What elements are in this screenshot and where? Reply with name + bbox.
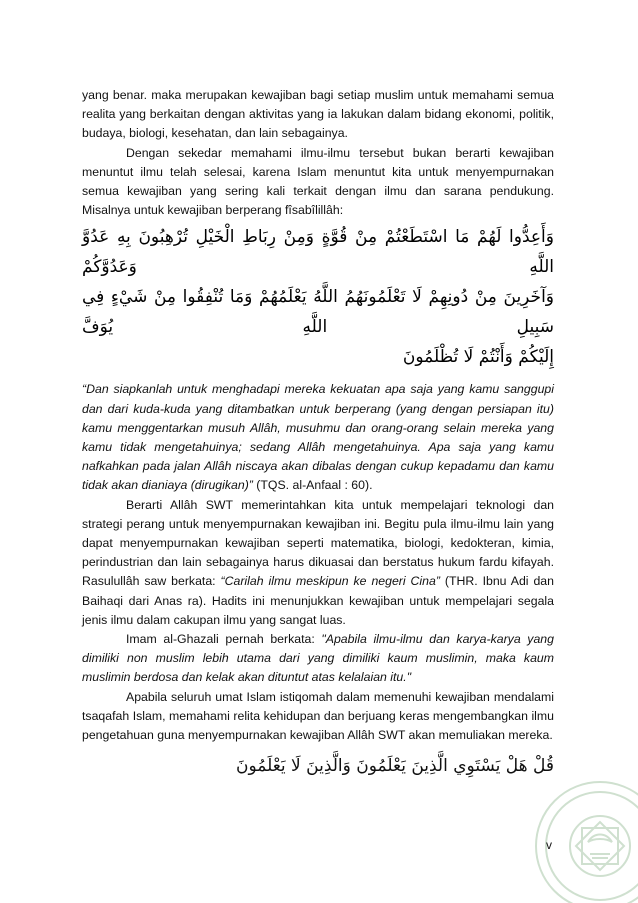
arabic-verse-anfal-60 <box>82 222 554 372</box>
paragraph-2: Dengan sekedar memahami ilmu-ilmu tersebut bukan berarti kewajiban menuntut ilmu telah selesai, karena Islam menuntut kita untuk menyempurnakan semua kewajiban yang sering kali terkait dengan ilmu dan sarana pendukung. Misalnya untuk kewajiban berperang fîsabîlillâh: <box>82 145 554 218</box>
translation-reference: (TQS. al-Anfaal : 60). <box>252 478 373 493</box>
paragraph-3-text: Berarti Allâh SWT memerintahkan kita untuk mempelajari teknologi dan strategi perang untuk menyempurnakan kewajiban ini. Begitu pula ilmu-ilmu lain yang dapat menyempurnakan kewajiban seperti matematika, biologi, kedokteran, kimia, perindustrian dan lain sebagainya harus dikuasai dan berstatus hukum fardu kifayah. Rasulullâh saw berkata: <box>82 497 554 589</box>
translation-text: “Dan siapkanlah untuk menghadapi mereka kekuatan apa saja yang kamu sanggupi dan dari kuda-kuda yang ditambatkan untuk berperang (yang dengan persiapan itu) kamu menggentarkan musuh Allâh, musuhmu dan orang-orang selain mereka yang kamu tidak mengetahuinya; sedang Allâh mengetahuinya. Apa saja yang kamu nafkahkan pada jalan Allâh niscaya akan dibalas dengan cukup kepadamu dan kamu tidak akan dianiaya (dirugikan)” <box>82 382 554 493</box>
paragraph-5: Apabila seluruh umat Islam istiqomah dalam memenuhi kewajiban mendalami tsaqafah Islam, memahami relita kehidupan dan berjuang keras mengembangkan ilmu pengetahuan guna menyempurnakan kewajiban Allâh SWT akan memuliakan mereka. <box>82 689 554 743</box>
paragraph-3-text-end: (THR. Ibnu Adi dan Baihaqi dari Anas ra). Hadits ini menunjukkan kewajiban untuk mempelajari segala jenis ilmu dalam cakupan ilmu yang sangat luas. <box>82 574 554 627</box>
arabic-verse-line: وَآخَرِينَ مِنْ دُونِهِمْ لَا تَعْلَمُونَهُمُ اللَّهُ يَعْلَمُهُمْ وَمَا تُنْفِقُوا مِنْ شَيْءٍ فِي سَبِيلِ اللَّهِ يُوَفَّ <box>82 287 554 338</box>
arabic-verse-line: وَأَعِدُّوا لَهُمْ مَا اسْتَطَعْتُمْ مِنْ قُوَّةٍ وَمِنْ رِبَاطِ الْخَيْلِ تُرْهِبُونَ بِهِ عَدُوَّ اللَّهِ وَعَدُوَّكُمْ <box>82 227 554 278</box>
university-seal-watermark <box>530 770 638 903</box>
document-page <box>82 86 554 781</box>
paragraph-4 <box>82 630 554 688</box>
verse-translation <box>82 380 554 495</box>
arabic-verse-zumar-9: قُلْ هَلْ يَسْتَوِي الَّذِينَ يَعْلَمُونَ وَالَّذِينَ لَا يَعْلَمُونَ <box>236 756 554 777</box>
hadith-quote: “Carilah ilmu meskipun ke negeri Cina” <box>220 574 440 589</box>
paragraph-4-text: Imam al-Ghazali pernah berkata: <box>126 632 322 647</box>
arabic-verse-line: إِلَيْكُمْ وَأَنْتُمْ لَا تُظْلَمُونَ <box>402 347 554 368</box>
page-number: v <box>546 838 552 852</box>
paragraph-1: yang benar. maka merupakan kewajiban bagi setiap muslim untuk memahami semua realita yang berkaitan dengan aktivitas yang ia lakukan dalam bidang ekonomi, politik, budaya, biologi, kesehatan, dan lain sebagainya. <box>82 88 554 141</box>
paragraph-3 <box>82 496 554 630</box>
ghazali-quote: "Apabila ilmu-ilmu dan karya-karya yang dimiliki non muslim lebih utama dari yang dimiliki kaum muslimin, maka kaum muslimin berdosa dan kelak akan dituntut atas kelalaian itu." <box>82 632 554 685</box>
